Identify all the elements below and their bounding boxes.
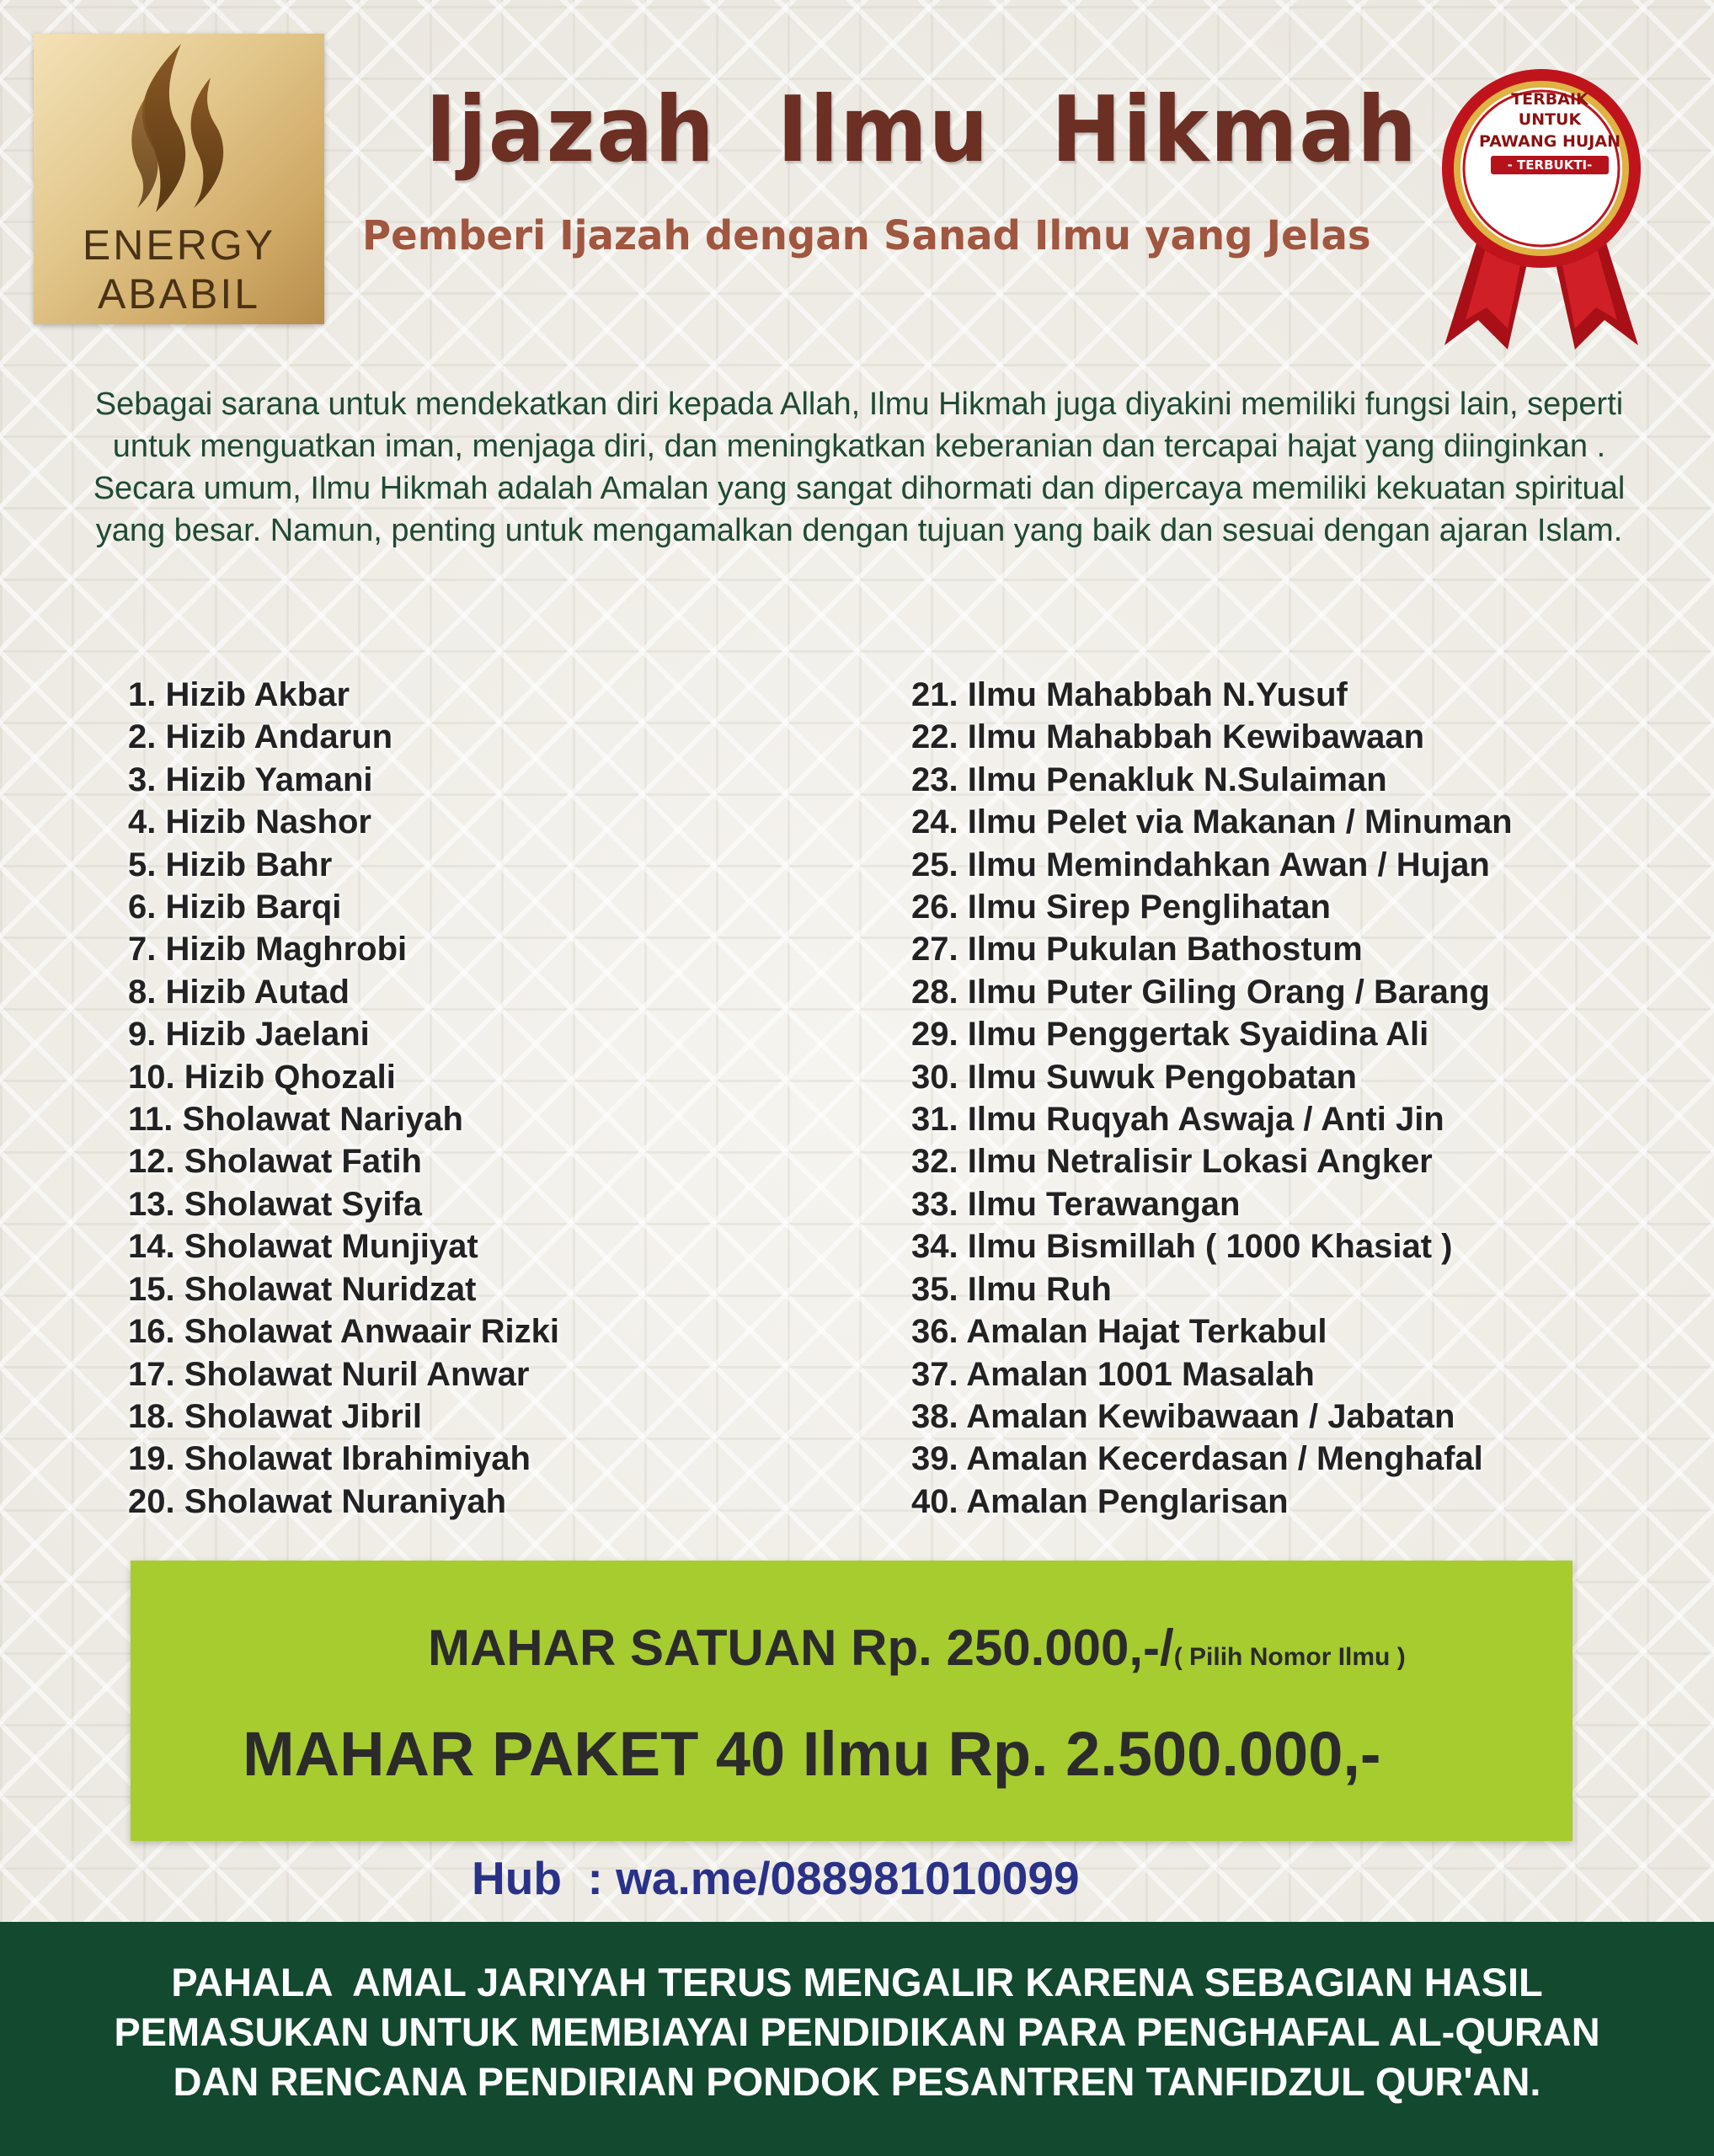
list-item: 8. Hizib Autad bbox=[128, 973, 350, 1011]
badge-line-terbukti: - TERBUKTI- bbox=[1491, 156, 1609, 174]
list-item: 4. Hizib Nashor bbox=[128, 803, 371, 841]
page-title: Ijazah Ilmu Hikmah bbox=[425, 77, 1418, 183]
list-item: 13. Sholawat Syifa bbox=[128, 1185, 423, 1223]
list-item: 15. Sholawat Nuridzat bbox=[128, 1270, 477, 1308]
list-item: 9. Hizib Jaelani bbox=[128, 1016, 370, 1054]
list-item: 17. Sholawat Nuril Anwar bbox=[128, 1355, 530, 1393]
ilmu-list-right bbox=[911, 674, 1513, 1523]
list-item: 32. Ilmu Netralisir Lokasi Angker bbox=[911, 1143, 1433, 1181]
list-item: 19. Sholawat Ibrahimiyah bbox=[128, 1440, 531, 1478]
list-item: 39. Amalan Kecerdasan / Menghafal bbox=[911, 1440, 1483, 1478]
page-subtitle: Pemberi Ijazah dengan Sanad Ilmu yang Jelas bbox=[362, 212, 1371, 259]
price-satuan bbox=[428, 1619, 1406, 1677]
list-item: 28. Ilmu Puter Giling Orang / Barang bbox=[911, 973, 1490, 1011]
list-item: 14. Sholawat Munjiyat bbox=[128, 1228, 478, 1266]
list-item: 30. Ilmu Suwuk Pengobatan bbox=[911, 1058, 1357, 1096]
list-item: 26. Ilmu Sirep Penglihatan bbox=[911, 889, 1331, 926]
ilmu-list-left bbox=[128, 674, 559, 1523]
list-item: 21. Ilmu Mahabbah N.Yusuf bbox=[911, 676, 1348, 713]
contact-link[interactable]: Hub : wa.me/088981010099 bbox=[472, 1852, 1080, 1904]
list-item: 38. Amalan Kewibawaan / Jabatan bbox=[911, 1397, 1455, 1435]
list-item: 12. Sholawat Fatih bbox=[128, 1143, 422, 1181]
intro-text bbox=[67, 383, 1651, 552]
list-item: 40. Amalan Penglarisan bbox=[911, 1482, 1289, 1520]
list-item: 16. Sholawat Anwaair Rizki bbox=[128, 1313, 560, 1351]
list-item: 20. Sholawat Nuraniyah bbox=[128, 1482, 507, 1520]
price-satuan-amount: MAHAR SATUAN Rp. 250.000,-/ bbox=[428, 1620, 1174, 1676]
list-item: 31. Ilmu Ruqyah Aswaja / Anti Jin bbox=[911, 1101, 1444, 1139]
price-box bbox=[131, 1561, 1573, 1841]
list-item: 33. Ilmu Terawangan bbox=[911, 1185, 1241, 1223]
list-item: 27. Ilmu Pukulan Bathostum bbox=[911, 931, 1363, 969]
logo-text-ababil: ABABIL bbox=[97, 270, 261, 318]
list-item: 29. Ilmu Penggertak Syaidina Ali bbox=[911, 1016, 1429, 1054]
list-item: 37. Amalan 1001 Masalah bbox=[911, 1355, 1315, 1393]
list-item: 1. Hizib Akbar bbox=[128, 676, 350, 713]
price-satuan-note: ( Pilih Nomor Ilmu ) bbox=[1173, 1643, 1406, 1671]
list-item: 23. Ilmu Penakluk N.Sulaiman bbox=[911, 760, 1387, 798]
intro-paragraph-2: Secara umum, Ilmu Hikmah adalah Amalan yang sangat dihormati dan dipercaya memiliki kekuatan spiritual yang besar. Namun, penting untuk mengamalkan dengan tujuan yang baik dan sesuai dengan ajaran Islam. bbox=[93, 471, 1626, 548]
list-item: 7. Hizib Maghrobi bbox=[128, 931, 408, 969]
list-item: 18. Sholawat Jibril bbox=[128, 1397, 423, 1435]
footer-line-2: PEMASUKAN UNTUK MEMBIAYAI PENDIDIKAN PARA PENGHAFAL AL-QURAN bbox=[114, 2009, 1600, 2054]
list-item: 5. Hizib Bahr bbox=[128, 846, 333, 883]
footer-line-1: PAHALA AMAL JARIYAH TERUS MENGALIR KARENA SEBAGIAN HASIL bbox=[171, 1960, 1543, 2004]
intro-paragraph-1: Sebagai sarana untuk mendekatkan diri kepada Allah, Ilmu Hikmah juga diyakini memiliki fungsi lain, seperti untuk menguatkan iman, menjaga diri, dan meningkatkan keberanian dan tercapai hajat yang diinginkan . bbox=[94, 387, 1624, 464]
brand-logo bbox=[34, 34, 324, 324]
badge-line-pawang-hujan: PAWANG HUJAN bbox=[1479, 132, 1621, 151]
footer-line-3: DAN RENCANA PENDIRIAN PONDOK PESANTREN TANFIDZUL QUR'AN. bbox=[173, 2059, 1541, 2104]
list-item: 34. Ilmu Bismillah ( 1000 Khasiat ) bbox=[911, 1228, 1453, 1266]
list-item: 2. Hizib Andarun bbox=[128, 718, 393, 756]
list-item: 10. Hizib Qhozali bbox=[128, 1058, 396, 1096]
flame-icon bbox=[114, 44, 240, 212]
badge-line-terbaik: TERBAIK bbox=[1511, 90, 1589, 109]
logo-text-energy: ENERGY bbox=[82, 221, 276, 269]
list-item: 24. Ilmu Pelet via Makanan / Minuman bbox=[911, 803, 1513, 841]
list-item: 35. Ilmu Ruh bbox=[911, 1270, 1112, 1308]
list-item: 11. Sholawat Nariyah bbox=[128, 1101, 463, 1139]
list-item: 3. Hizib Yamani bbox=[128, 760, 373, 798]
list-item: 36. Amalan Hajat Terkabul bbox=[911, 1313, 1327, 1351]
list-item: 6. Hizib Barqi bbox=[128, 889, 342, 926]
price-paket: MAHAR PAKET 40 Ilmu Rp. 2.500.000,- bbox=[243, 1719, 1381, 1789]
list-item: 22. Ilmu Mahabbah Kewibawaan bbox=[911, 718, 1425, 756]
badge-line-untuk: UNTUK bbox=[1518, 110, 1582, 129]
list-item: 25. Ilmu Memindahkan Awan / Hujan bbox=[911, 846, 1490, 883]
